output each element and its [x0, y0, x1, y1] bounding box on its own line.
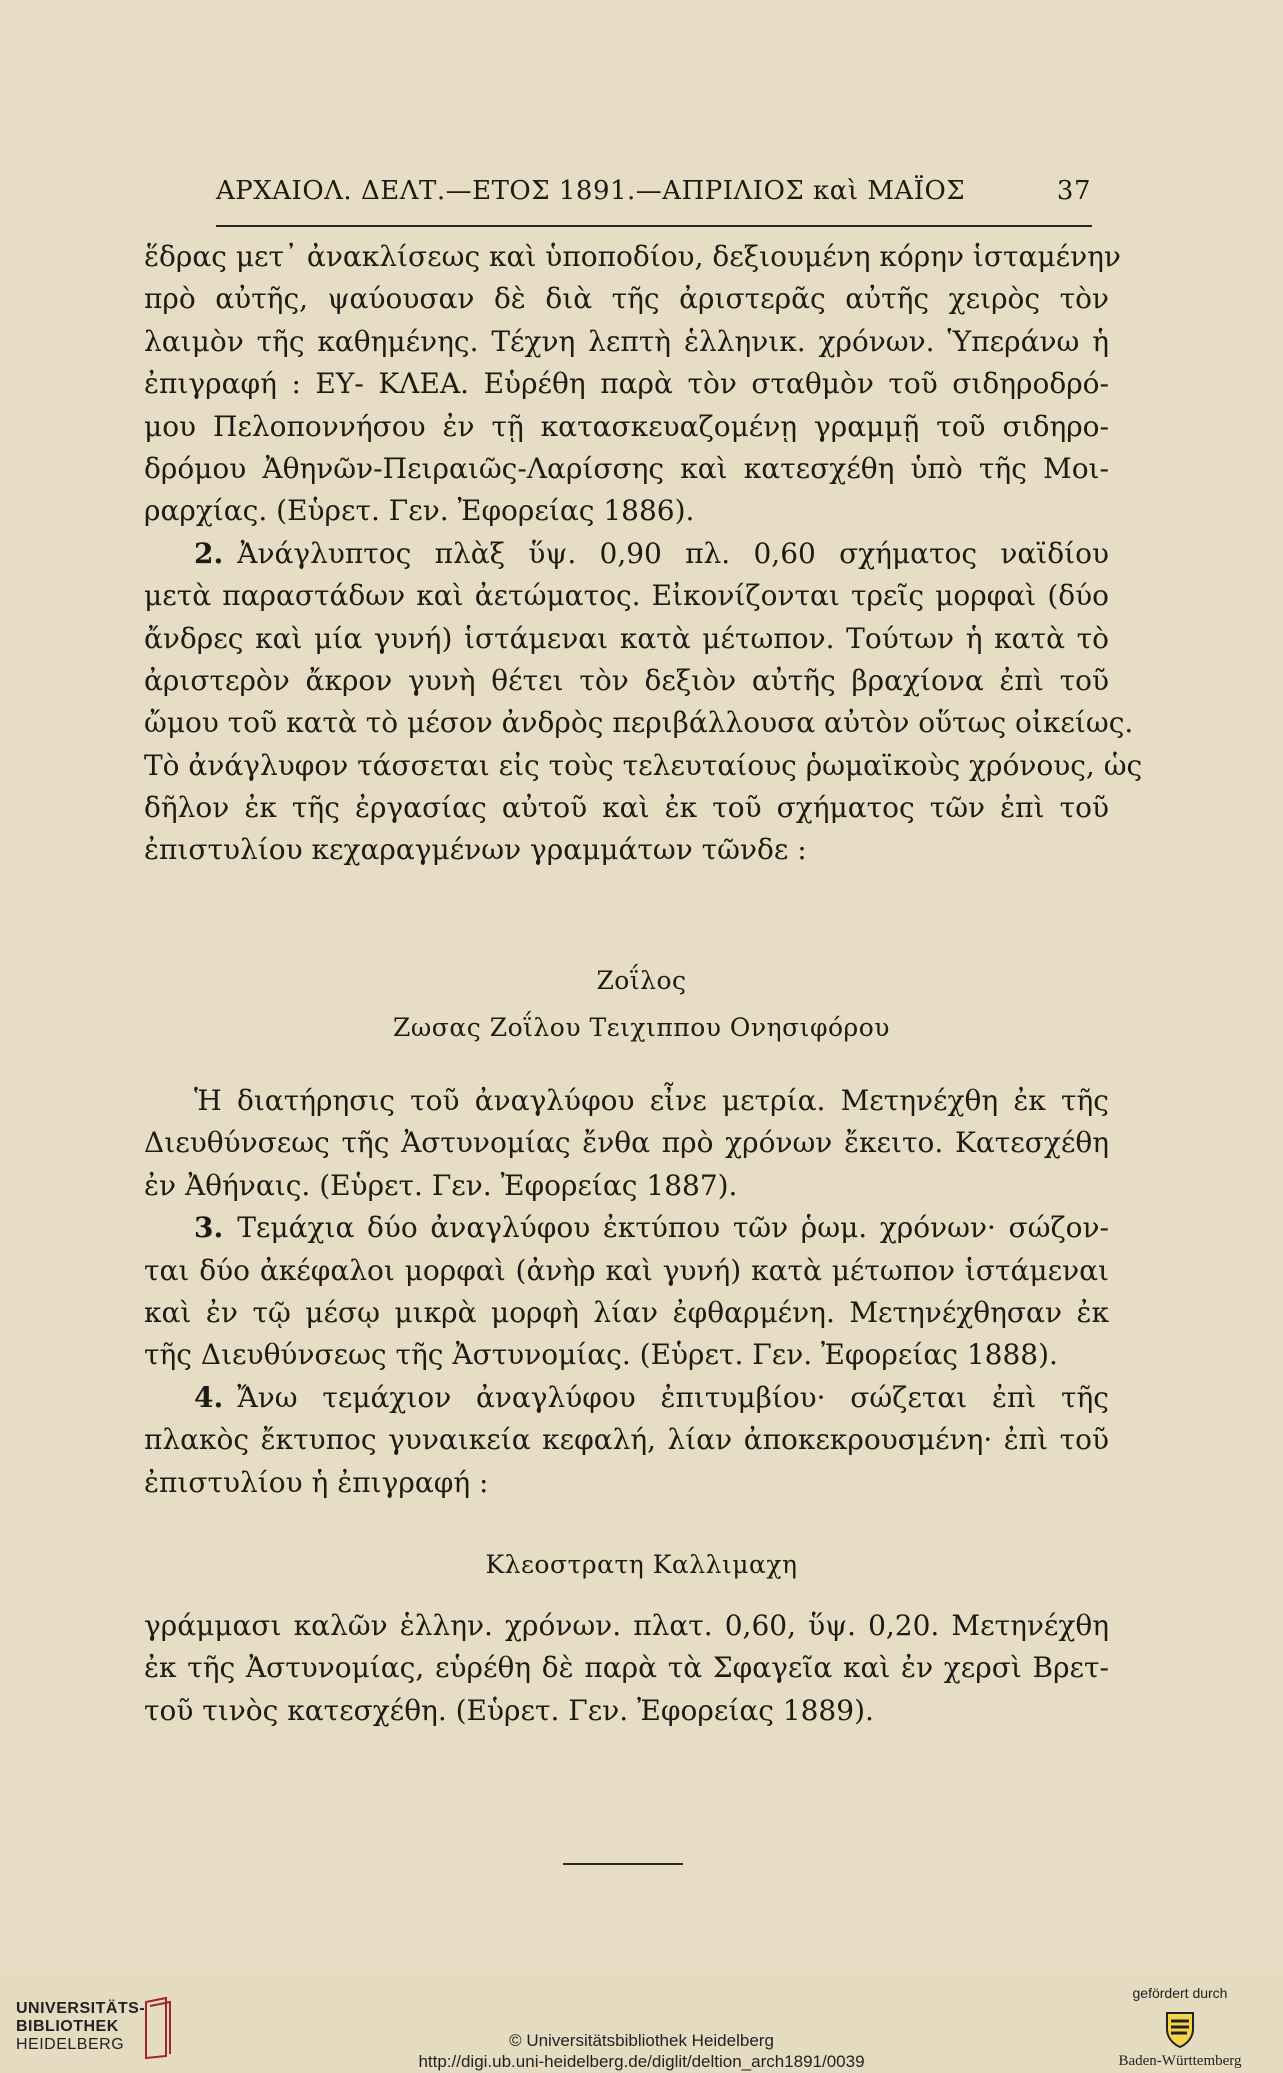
- header-rule: [216, 225, 1092, 227]
- text-line: ἐπιστυλίου ἡ ἐπιγραφή :: [144, 1465, 489, 1499]
- text-line: τῆς Διευθύνσεως τῆς Ἀστυνομίας. (Εὑρετ. Γεν. Ἐφορείας 1888).: [144, 1338, 1058, 1372]
- text-line: μου Πελοποννήσου ἐν τῇ κατασκευαζομένῃ γραμμῇ τοῦ σιδηρο-: [144, 409, 1109, 443]
- entry-number: 3.: [194, 1211, 224, 1245]
- body-text-end: [144, 1605, 1109, 1732]
- library-name-line: BIBLIOTHEK: [16, 2018, 119, 2035]
- entry-number: 4.: [194, 1380, 224, 1414]
- text-line: ἄνδρες καὶ μία γυνή) ἱστάμεναι κατὰ μέτωπον. Τούτων ἡ κατὰ τὸ: [144, 621, 1109, 655]
- funder-name: Baden-Württemberg: [1118, 2053, 1242, 2069]
- entry-text: Ἄνω τεμάχιον ἀναγλύφου ἐπιτυμβίου· σώζεται ἐπὶ τῆς: [237, 1380, 1109, 1414]
- text-line: ἕδρας μετ᾽ ἀνακλίσεως καὶ ὑποποδίου, δεξιουμένη κόρην ἱσταμένην: [144, 240, 1121, 273]
- end-rule: [563, 1863, 683, 1865]
- text-line: ἐν Ἀθήναις. (Εὑρετ. Γεν. Ἐφορείας 1887).: [144, 1168, 738, 1202]
- page-number: 37: [1056, 176, 1091, 206]
- entry-3-first-line: [144, 1207, 1109, 1249]
- text-line: ἐκ τῆς Ἀστυνομίας, εὑρέθη δὲ παρὰ τὰ Σφαγεῖα καὶ ἐν χερσὶ Βρετ-: [144, 1651, 1109, 1685]
- text-line: Τὸ ἀνάγλυφον τάσσεται εἰς τοὺς τελευταίους ῥωμαϊκοὺς χρόνους, ὡς: [144, 748, 1143, 782]
- text-line: δρόμου Ἀθηνῶν-Πειραιῶς-Λαρίσσης καὶ κατεσχέθη ὑπὸ τῆς Μοι-: [144, 451, 1109, 485]
- inscription-line: Κλεοστρατη Καλλιμαχη: [485, 1550, 798, 1579]
- text-line: πρὸ αὐτῆς, ψαύουσαν δὲ διὰ τῆς ἀριστερᾶς αὐτῆς χειρὸς τὸν: [144, 282, 1109, 316]
- text-line: Ἡ διατήρησις τοῦ ἀναγλύφου εἶνε μετρία. Μετηνέχθη ἐκ τῆς: [194, 1084, 1109, 1117]
- body-text: [144, 236, 1143, 872]
- text-line: λαιμὸν τῆς καθημένης. Τέχνη λεπτὴ ἑλληνικ. χρόνων. Ὑπεράνω ἡ: [144, 324, 1109, 358]
- entry-text: Τεμάχια δύο ἀναγλύφου ἐκτύπου τῶν ῥωμ. χρόνων· σώζον-: [237, 1211, 1109, 1245]
- entry-4-first-line: [144, 1377, 1109, 1419]
- source-url-link[interactable]: http://digi.ub.uni-heidelberg.de/diglit/deltion_arch1891/0039: [418, 2052, 865, 2071]
- text-line: ἀριστερὸν ἄκρον γυνὴ θέτει τὸν δεξιὸν αὐτῆς βραχίονα ἐπὶ τοῦ: [144, 663, 1109, 697]
- entry-2-first-line: [144, 533, 1109, 575]
- text-line: ραρχίας. (Εὑρετ. Γεν. Ἐφορείας 1886).: [144, 494, 695, 528]
- text-line: γράμμασι καλῶν ἑλλην. χρόνων. πλατ. 0,60, ὕψ. 0,20. Μετηνέχθη: [144, 1609, 1109, 1642]
- body-text-continued: [144, 1080, 1109, 1504]
- text-line: ἐπιστυλίου κεχαραγμένων γραμμάτων τῶνδε :: [144, 833, 807, 867]
- text-line: Διευθύνσεως τῆς Ἀστυνομίας ἔνθα πρὸ χρόνων ἔκειτο. Κατεσχέθη: [144, 1126, 1109, 1160]
- text-line: ὤμου τοῦ κατὰ τὸ μέσον ἀνδρὸς περιβάλλουσα αὐτὸν οὕτως οἰκείως.: [144, 706, 1134, 740]
- inscription-line: Ζοΐλος: [596, 966, 687, 995]
- library-name-line: HEIDELBERG: [16, 2036, 125, 2053]
- entry-number: 2.: [194, 536, 224, 570]
- copyright-notice: © Universitätsbibliothek Heidelberg: [509, 2031, 774, 2050]
- funded-by-label: gefördert durch: [1132, 1985, 1228, 2001]
- text-line: πλακὸς ἔκτυπος γυναικεία κεφαλή, λίαν ἀποκεκρουσμένη· ἐπὶ τοῦ: [144, 1423, 1109, 1457]
- library-name-line: UNIVERSITÄTS-: [16, 2000, 146, 2017]
- state-crest-icon: [1159, 2007, 1201, 2049]
- funding-credit: [1105, 1985, 1255, 2070]
- text-line: δῆλον ἐκ τῆς ἐργασίας αὐτοῦ καὶ ἐκ τοῦ σχήματος τῶν ἐπὶ τοῦ: [144, 791, 1109, 825]
- text-line: ται δύο ἀκέφαλοι μορφαὶ (ἀνὴρ καὶ γυνή) κατὰ μέτωπον ἱστάμεναι: [144, 1253, 1109, 1287]
- inscription-line: Ζωσας Ζοΐλου Τειχιππου Ονησιφόρου: [393, 1013, 890, 1042]
- text-line: τοῦ τινὸς κατεσχέθη. (Εὑρετ. Γεν. Ἐφορείας 1889).: [144, 1693, 874, 1727]
- entry-text: Ἀνάγλυπτος πλὰξ ὕψ. 0,90 πλ. 0,60 σχήματος ναϊδίου: [237, 536, 1109, 570]
- running-title: ΑΡΧΑΙΟΛ. ΔΕΛΤ.—ΕΤΟΣ 1891.—ΑΠΡΙΛΙΟΣ καὶ ΜΑΪΟΣ: [216, 176, 966, 206]
- text-line: ἐπιγραφή : ΕΥ- ΚΛΕΑ. Εὑρέθη παρὰ τὸν σταθμὸν τοῦ σιδηροδρό-: [144, 367, 1109, 401]
- text-line: καὶ ἐν τῷ μέσῳ μικρὰ μορφὴ λίαν ἐφθαρμένη. Μετηνέχθησαν ἐκ: [144, 1295, 1109, 1329]
- text-line: μετὰ παραστάδων καὶ ἀετώματος. Εἰκονίζονται τρεῖς μορφαὶ (δύο: [144, 579, 1109, 613]
- page-header: [216, 176, 1091, 206]
